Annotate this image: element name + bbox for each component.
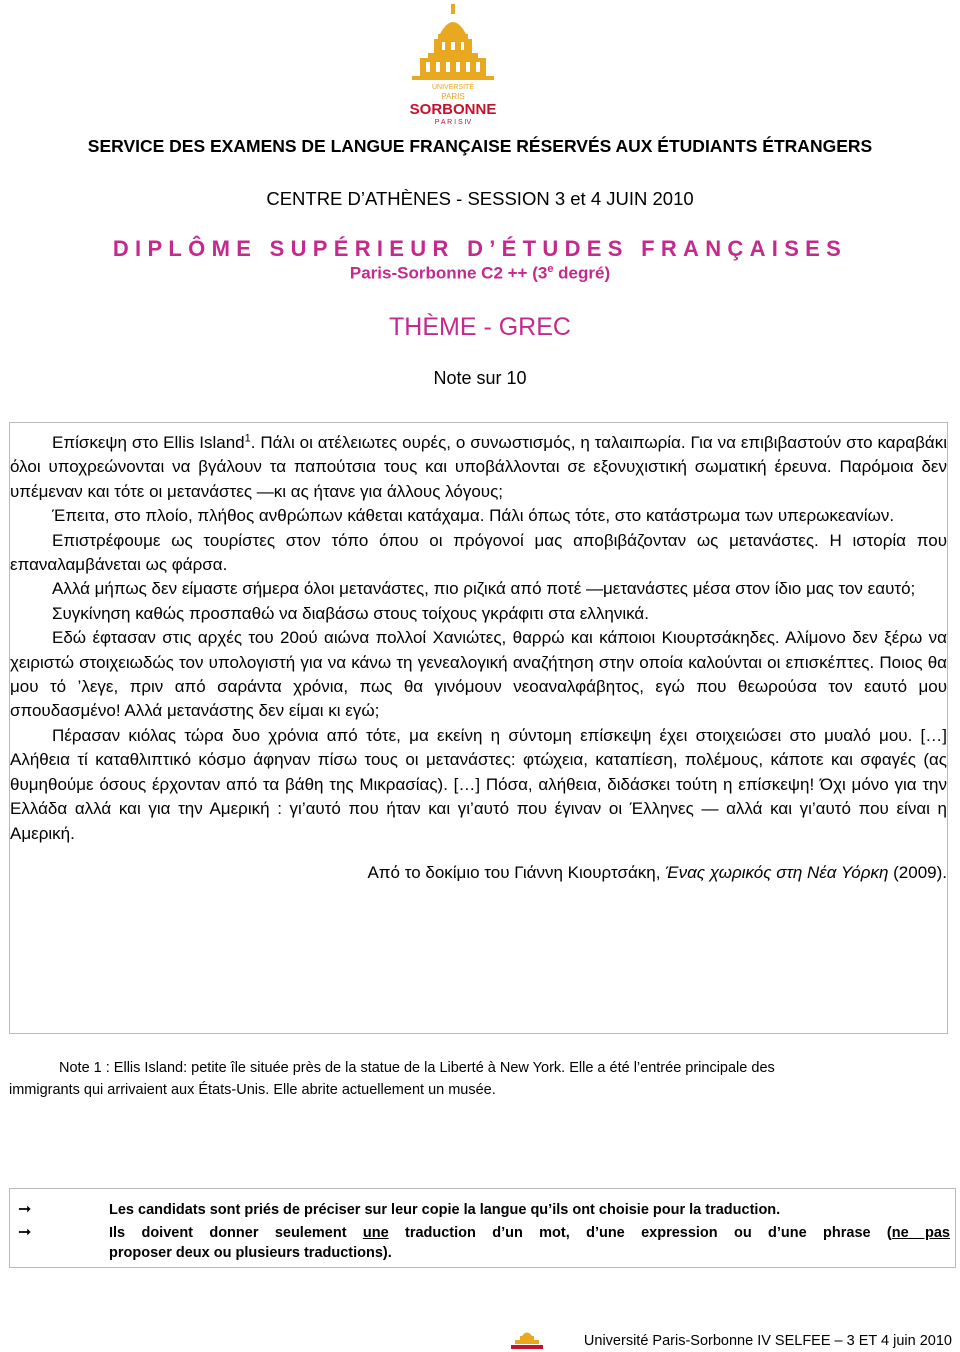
paragraph-1 (10, 431, 947, 504)
logo-text-paris-iv: P A R I S IV (434, 119, 472, 126)
instr2-underlined-une: une (362, 1225, 389, 1241)
source-author: Από το δοκίμιο του Γιάννη Κιουρτσάκη, (367, 862, 666, 882)
paragraph-7: Πέρασαν κιόλας τώρα δυο χρόνια από τότε, μα εκείνη η σύντομη επίσκεψη έχει στοιχειώσει στο μυαλό μου. […] Αλήθεια τί καταθλιπτικό κόσμο άφηναν πίσω τους οι μετανάστες: φτώχεια, καταπίεση, πολέμους, κάποτε και σφαγές (ας θυμηθούμε όσους έρχονταν από τα βάθη της Μικρασίας). […] Πόσα, αλήθεια, διδάσκει τούτη η επίσκεψη! Όχι μόνο για την Ελλάδα αλλά και για την Αμερική : γι’αυτό που ήταν και γι’αυτό που έγιναν οι Έλληνες — αλλά και γι’αυτό που είναι η Αμερική. (10, 725, 947, 843)
instruction-2-line-2: proposer deux ou plusieurs traductions). (109, 1245, 392, 1261)
source-citation (10, 863, 947, 883)
paragraph-2: Έπειτα, στο πλοίο, πλήθος ανθρώπων κάθεται κατάχαμα. Πάλι όπως τότε, στο κατάστρωμα των υπερωκεανίων. (52, 506, 895, 526)
logo-text-paris: PARIS (441, 92, 465, 101)
logo-text-universite: UNIVERSITÉ (431, 84, 475, 91)
footnote (9, 1058, 948, 1101)
university-logo (398, 4, 508, 126)
diploma-title: DIPLÔME SUPÉRIEUR D’ÉTUDES FRANÇAISES (112, 236, 848, 261)
source-title: Ένας χωρικός στη Νέα Υόρκη (665, 862, 889, 882)
exam-theme-title: THÈME - GREC (389, 313, 571, 341)
instruction-2-line-1 (109, 1223, 950, 1243)
greek-passage (10, 431, 947, 846)
p1-start: Επίσκεψη στο Ellis Island (52, 433, 245, 452)
footnote-line-2: immigrants qui arrivaient aux États-Unis. Elle abrite actuellement un musée. (9, 1081, 496, 1098)
instruction-1-text: Les candidats sont priés de préciser sur leur copie la langue qu’ils ont choisie pour la traduction. (109, 1202, 781, 1218)
grading-note: Note sur 10 (433, 368, 527, 388)
p1-rest: . Πάλι οι ατέλειωτες ουρές, ο συνωστισμός, η ταλαιπωρία. Για να επιβιβαστούν στο καραβάκι όλοι υποχρεώνονται να βγάλουν τα παπούτσια τους και υποβάλλονται σε εξονυχιστική σωματική έρευνα. Παρόμοια δεν υπέμεναν και τότε οι μετανάστες —κι ας ήτανε για άλλους λόγους; (10, 433, 947, 501)
level-text-end: degré) (553, 263, 611, 283)
instr2-b: traduction d’un mot, d’une expression ou d’une phrase ( (388, 1225, 892, 1241)
centre-session-line: CENTRE D’ATHÈNES - SESSION 3 et 4 JUIN 2010 (266, 188, 694, 209)
greek-text-box (9, 422, 948, 1034)
arrow-icon: ➞ (18, 1224, 32, 1241)
instr2-a: Ils doivent donner seulement (109, 1225, 363, 1241)
footnote-line-1: Note 1 : Ellis Island: petite île située près de la statue de la Liberté à New York. Elle a été l’entrée principale des (59, 1060, 775, 1076)
instructions-box (9, 1188, 956, 1268)
footer-logo (505, 1328, 549, 1350)
footnote-ref: 1 (244, 432, 251, 445)
diploma-level (0, 263, 960, 284)
paragraph-3: Επιστρέφουμε ως τουρίστες στον τόπο όπου οι πρόγονοί μας αποβιβάζονταν ως μετανάστες. Η ιστορία που επαναλαμβάνεται ως φάρσα. (10, 530, 947, 575)
level-superscript: e (547, 263, 554, 275)
instr2-underlined-ne-pas: ne pas (891, 1225, 950, 1241)
paragraph-5: Συγκίνηση καθώς προσπαθώ να διαβάσω στους τοίχους γκράφιτι στα ελληνικά. (52, 603, 649, 623)
arrow-icon: ➞ (18, 1201, 32, 1218)
paragraph-4: Αλλά μήπως δεν είμαστε σήμερα όλοι μετανάστες, πιο ριζικά από ποτέ —μετανάστες μέσα στον ίδιο μας τον εαυτό; (52, 579, 916, 599)
page-footer: Université Paris-Sorbonne IV SELFEE – 3 ET 4 juin 2010 (583, 1333, 952, 1349)
level-text: Paris-Sorbonne C2 ++ (3 (349, 263, 548, 283)
service-heading: SERVICE DES EXAMENS DE LANGUE FRANÇAISE RÉSERVÉS AUX ÉTUDIANTS ÉTRANGERS (87, 136, 873, 156)
paragraph-6: Εδώ έφτασαν στις αρχές του 20ού αιώνα πολλοί Χανιώτες, θαρρώ και κάποιοι Κιουρτσάκηδες. Αλίμονο δεν ξέρω να χειριστώ στοιχειωδώς τον υπολογιστή για να κάνω τη γενεαλογική αναζήτηση στην οποία καλούνται οι επισκέπτες. Ποιος θα μου τό ’λεγε, πριν από σαράντα χρόνια, πως θα γινόμουν νεοαναλφάβητος, εγώ που θεωρούσα τον εαυτό μου σπουδασμένο! Αλλά μετανάστης δεν είμαι κι εγώ; (10, 628, 947, 721)
source-year: (2009). (888, 862, 947, 882)
logo-text-sorbonne: SORBONNE (409, 101, 497, 118)
